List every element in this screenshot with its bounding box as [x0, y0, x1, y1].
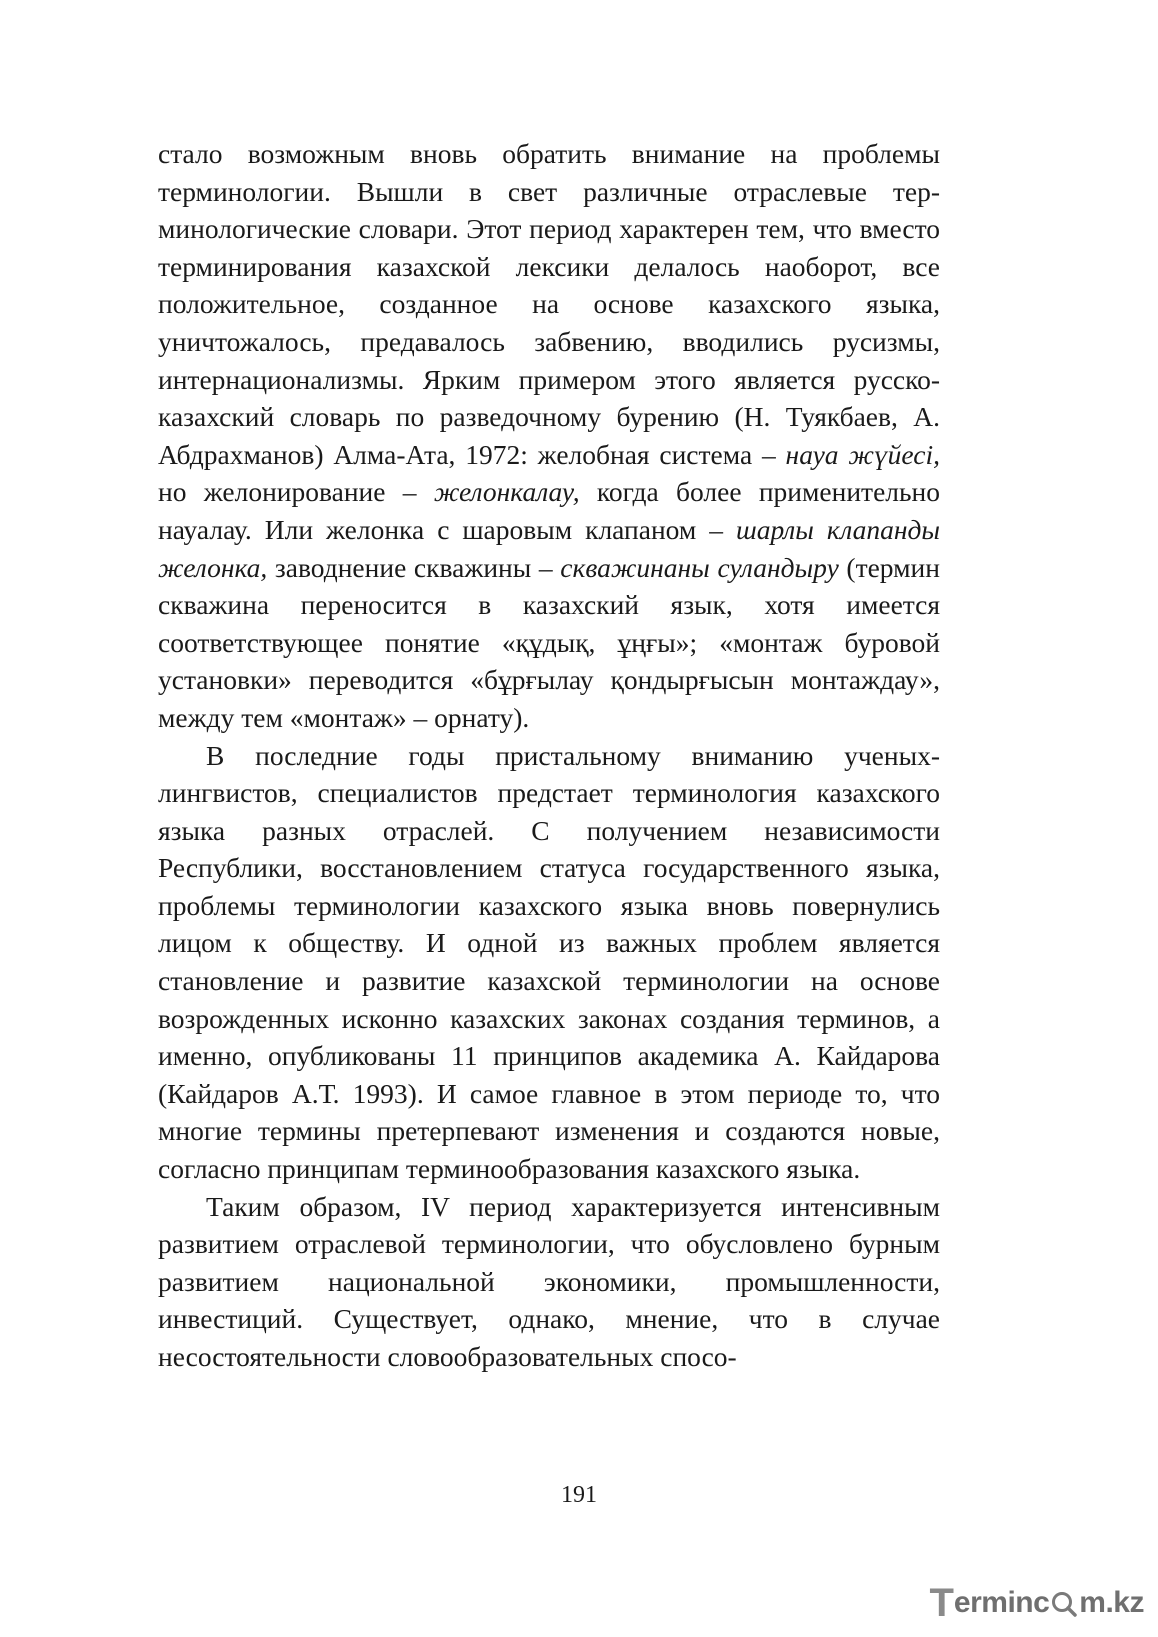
- text-run: Таким образом, IV период характеризуется интенсивным развитием отраслевой терминологии, что обусловлено бурным развитием национальной экономики, промышленности, инвестиций. Существует, однако, мнение, что в случае несостоятельности словообразовательных спосо-: [158, 1190, 940, 1372]
- paragraph-3: [158, 1188, 940, 1376]
- text-run: но желонирование –: [158, 476, 434, 508]
- watermark-letter-t: T: [929, 1581, 954, 1625]
- paragraph-2: [158, 737, 940, 1188]
- italic-term: скважинаны суландыру: [560, 551, 839, 583]
- text-run: заводнение скважины –: [267, 551, 561, 583]
- text-run: стало возможным вновь обратить внимание на проблемы терминологии. Вышли в свет различные отраслевые терминологические словари. Этот период характерен тем, что вместо терминирования казахской лексики делалось наоборот, все положительное, созданное на основе казахского языка, уничтожалось, предавалось забвению, вводились русизмы, интернационализмы. Ярким примером этого является русско-казахский словарь по разведочному бурению (Н. Туякбаев, А. Абдрахманов) Алма-Ата, 1972: желобная система –: [158, 138, 940, 470]
- text-run: В последние годы пристальному вниманию ученых-лингвистов, специалистов предстает терминология казахского языка разных отраслей. С получением независимости Республики, восстановлением статуса государственного языка, проблемы терминологии казахского языка вновь повернулись лицом к обществу. И одной из важных проблем является становление и развитие казахской терминологии на основе возрожденных исконно казахских законах создания терминов, а именно, опубликованы 11 принципов академика А. Кайдарова (Кайдаров А.Т. 1993). И самое главное в этом периоде то, что многие термины претерпевают изменения и создаются новые, согласно принципам терминообразования казахского языка.: [158, 739, 940, 1185]
- paragraph-1: [158, 135, 940, 737]
- watermark-text-middle: erminc: [953, 1586, 1050, 1619]
- watermark-text-tail: m.kz: [1079, 1586, 1144, 1619]
- page-number: 191: [561, 1482, 597, 1508]
- text-run: (термин скважина переносится в казахский язык, хотя имеется соответствующее понятие «құдық, ұңғы»; «монтаж буровой установки» переводится «бұрғылау қондырғысын монтаждау», между тем «монтаж» – орнату).: [158, 551, 940, 733]
- site-watermark: [929, 1583, 1144, 1623]
- italic-term: желонкалау,: [433, 476, 580, 508]
- page-body: [158, 135, 940, 1376]
- italic-term: шарлы клапанды желонка,: [158, 513, 940, 583]
- magnifier-o-icon: [1050, 1589, 1078, 1617]
- text-run: когда более применительно науалау. Или желонка с шаровым клапаном –: [158, 476, 941, 545]
- italic-term: науа жүйесі,: [785, 438, 940, 470]
